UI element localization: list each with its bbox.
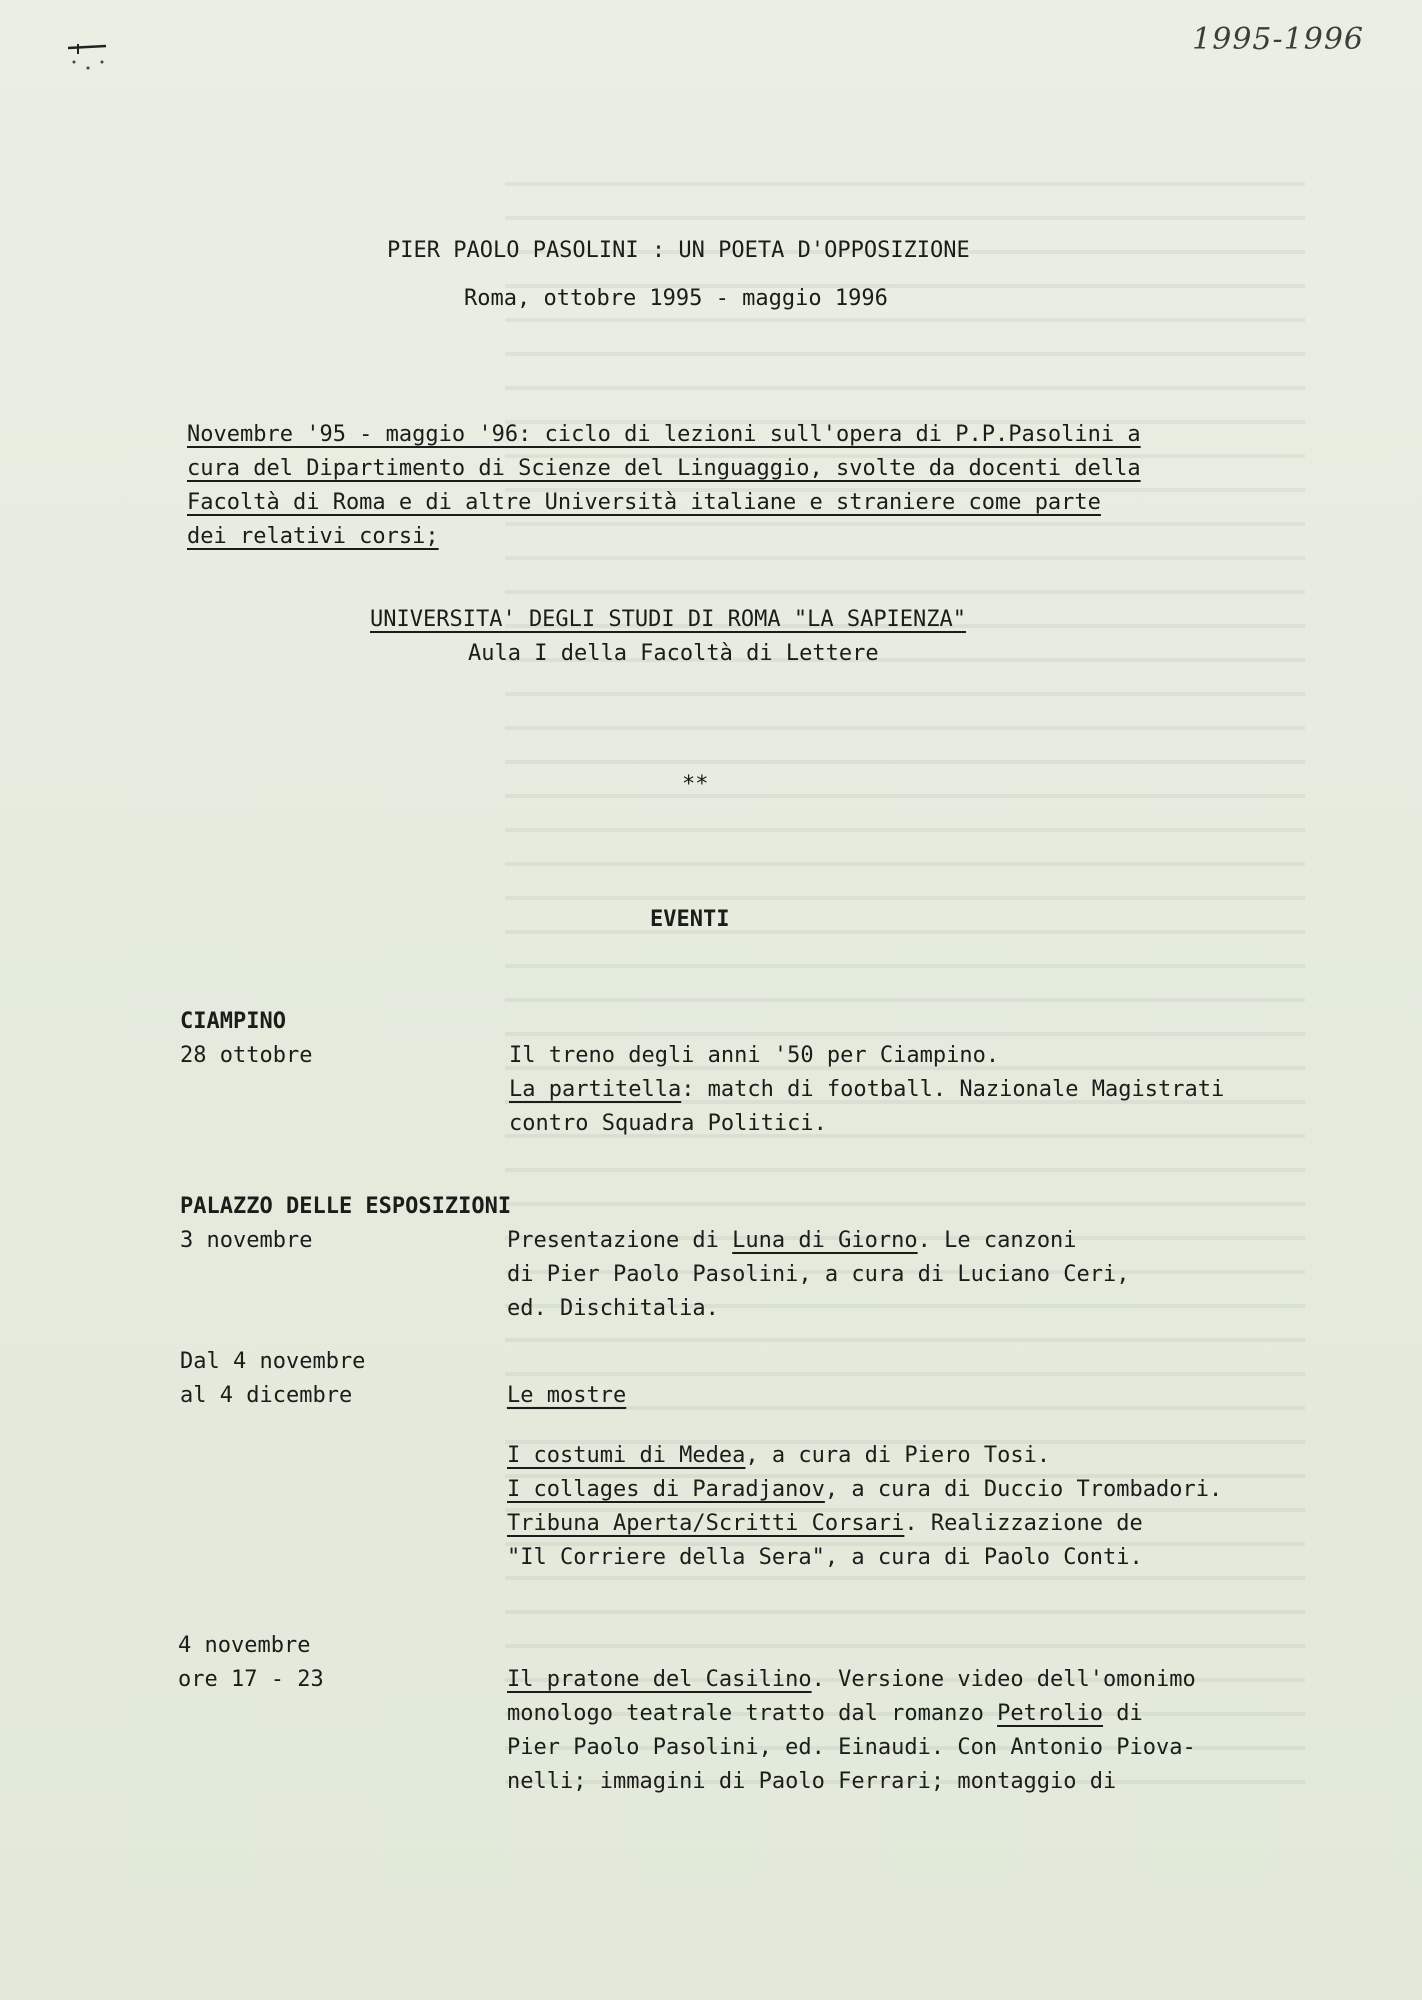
event-text: Tribuna Aperta/Scritti Corsari. Realizzazione de xyxy=(507,1511,1143,1536)
handwritten-note: 1995-1996 xyxy=(1192,22,1364,57)
intro-line-2: cura del Dipartimento di Scienze del Linguaggio, svolte da docenti della xyxy=(187,456,1141,481)
separator: ** xyxy=(682,772,709,797)
event-date: Dal 4 novembre xyxy=(180,1349,366,1374)
intro-line-4: dei relativi corsi; xyxy=(187,524,439,549)
event-title: Luna di Giorno xyxy=(732,1228,918,1253)
eventi-heading: EVENTI xyxy=(650,907,730,932)
event-text: Presentazione di Luna di Giorno. Le canzoni xyxy=(507,1228,1077,1253)
event-date: 28 ottobre xyxy=(180,1043,313,1068)
event-title: Petrolio xyxy=(997,1701,1104,1726)
event-text: I collages di Paradjanov, a cura di Duccio Trombadori. xyxy=(507,1477,1223,1502)
event-date: al 4 dicembre xyxy=(180,1383,353,1408)
pen-mark-icon xyxy=(66,40,110,80)
event-text: contro Squadra Politici. xyxy=(509,1111,827,1136)
event-text: La partitella: match di football. Nazionale Magistrati xyxy=(509,1077,1225,1102)
event-title: I collages di Paradjanov xyxy=(507,1477,825,1502)
event-text: "Il Corriere della Sera", a cura di Paolo Conti. xyxy=(507,1545,1143,1570)
event-text: monologo teatrale tratto dal romanzo Petrolio di xyxy=(507,1701,1143,1726)
document-subtitle: Roma, ottobre 1995 - maggio 1996 xyxy=(464,286,888,311)
event-title: Tribuna Aperta/Scritti Corsari xyxy=(507,1511,905,1536)
aula-location: Aula I della Facoltà di Lettere xyxy=(468,641,879,666)
place-palazzo: PALAZZO DELLE ESPOSIZIONI xyxy=(180,1194,512,1219)
document-title: PIER PAOLO PASOLINI : UN POETA D'OPPOSIZIONE xyxy=(387,238,970,263)
event-date: 4 novembre xyxy=(178,1633,311,1658)
event-text: I costumi di Medea, a cura di Piero Tosi. xyxy=(507,1443,1051,1468)
event-date: 3 novembre xyxy=(180,1228,313,1253)
event-title: Il pratone del Casilino xyxy=(507,1667,812,1692)
event-text: Il pratone del Casilino. Versione video dell'omonimo xyxy=(507,1667,1196,1692)
mostre-heading: Le mostre xyxy=(507,1383,627,1408)
intro-line-1: Novembre '95 - maggio '96: ciclo di lezioni sull'opera di P.P.Pasolini a xyxy=(187,422,1141,447)
event-text: Pier Paolo Pasolini, ed. Einaudi. Con Antonio Piova- xyxy=(507,1735,1196,1760)
event-date: ore 17 - 23 xyxy=(178,1667,324,1692)
university-name: UNIVERSITA' DEGLI STUDI DI ROMA "LA SAPIENZA" xyxy=(370,607,967,632)
event-text: Il treno degli anni '50 per Ciampino. xyxy=(509,1043,1000,1068)
event-title: I costumi di Medea xyxy=(507,1443,746,1468)
event-text: ed. Dischitalia. xyxy=(507,1296,719,1321)
event-title: La partitella xyxy=(509,1077,682,1102)
place-ciampino: CIAMPINO xyxy=(180,1009,286,1034)
event-text: nelli; immagini di Paolo Ferrari; montaggio di xyxy=(507,1769,1117,1794)
event-text: di Pier Paolo Pasolini, a cura di Luciano Ceri, xyxy=(507,1262,1130,1287)
intro-line-3: Facoltà di Roma e di altre Università italiane e straniere come parte xyxy=(187,490,1101,515)
